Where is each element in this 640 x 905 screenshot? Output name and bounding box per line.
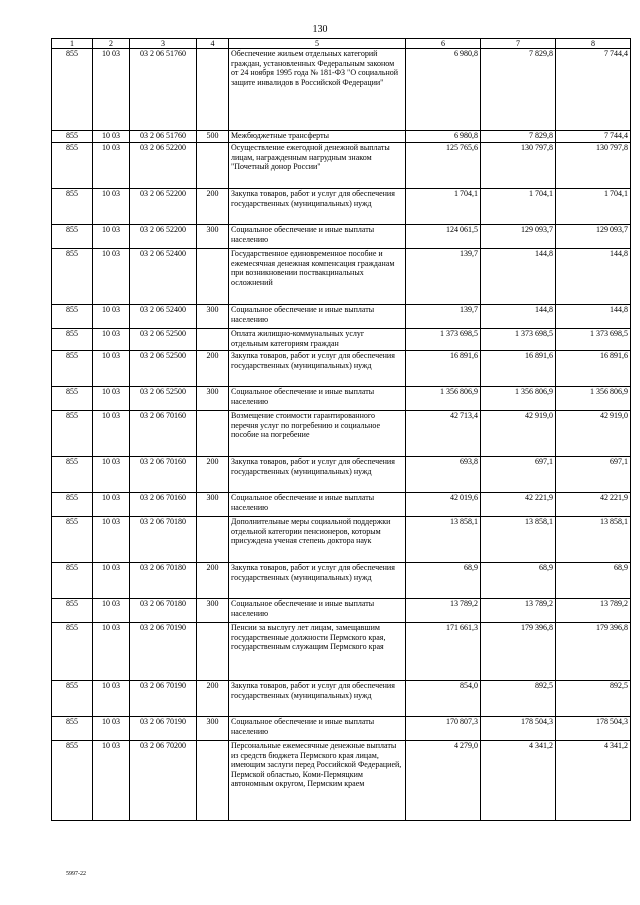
table-row — [52, 623, 631, 681]
column-header: 7 — [481, 39, 556, 49]
amount-col-6: 139,7 — [406, 249, 481, 305]
ministry-code: 855 — [52, 599, 93, 623]
ministry-code: 855 — [52, 249, 93, 305]
amount-col-7: 179 396,8 — [481, 623, 556, 681]
target-article-code: 03 2 06 52400 — [130, 305, 197, 329]
section-code: 10 03 — [93, 329, 130, 351]
section-code: 10 03 — [93, 189, 130, 225]
ministry-code: 855 — [52, 189, 93, 225]
ministry-code: 855 — [52, 351, 93, 387]
amount-col-8: 13 789,2 — [556, 599, 631, 623]
amount-col-8: 1 373 698,5 — [556, 329, 631, 351]
ministry-code: 855 — [52, 681, 93, 717]
item-description: Пенсии за выслугу лет лицам, замещавшим государственные должности Пермского края, государственным служащим Пермского края — [229, 623, 406, 681]
item-description: Возмещение стоимости гарантированного перечня услуг по погребению и социальное пособие на погребение — [229, 411, 406, 457]
amount-col-6: 1 356 806,9 — [406, 387, 481, 411]
amount-col-6: 6 980,8 — [406, 49, 481, 131]
section-code: 10 03 — [93, 249, 130, 305]
expense-type-code — [197, 329, 229, 351]
column-header: 2 — [93, 39, 130, 49]
amount-col-6: 16 891,6 — [406, 351, 481, 387]
target-article-code: 03 2 06 52200 — [130, 189, 197, 225]
amount-col-8: 42 919,0 — [556, 411, 631, 457]
amount-col-8: 42 221,9 — [556, 493, 631, 517]
column-header: 5 — [229, 39, 406, 49]
target-article-code: 03 2 06 70160 — [130, 457, 197, 493]
amount-col-7: 7 829,8 — [481, 131, 556, 143]
amount-col-7: 1 356 806,9 — [481, 387, 556, 411]
column-header: 1 — [52, 39, 93, 49]
amount-col-6: 171 661,3 — [406, 623, 481, 681]
item-description: Персональные ежемесячные денежные выплаты из средств бюджета Пермского края лицам, имеющим заслуги перед Российской Федерацией, Пермской областью, Коми-Пермяцким автономным округом, Пермским краем — [229, 741, 406, 821]
target-article-code: 03 2 06 51760 — [130, 49, 197, 131]
ministry-code: 855 — [52, 329, 93, 351]
table-row — [52, 717, 631, 741]
target-article-code: 03 2 06 52400 — [130, 249, 197, 305]
amount-col-6: 1 704,1 — [406, 189, 481, 225]
ministry-code: 855 — [52, 387, 93, 411]
table-row — [52, 599, 631, 623]
table-row — [52, 351, 631, 387]
item-description: Закупка товаров, работ и услуг для обеспечения государственных (муниципальных) нужд — [229, 351, 406, 387]
expense-type-code: 200 — [197, 189, 229, 225]
item-description: Социальное обеспечение и иные выплаты населению — [229, 493, 406, 517]
ministry-code: 855 — [52, 225, 93, 249]
amount-col-6: 6 980,8 — [406, 131, 481, 143]
table-row — [52, 189, 631, 225]
target-article-code: 03 2 06 70190 — [130, 717, 197, 741]
expense-type-code: 300 — [197, 225, 229, 249]
ministry-code: 855 — [52, 493, 93, 517]
amount-col-8: 13 858,1 — [556, 517, 631, 563]
amount-col-6: 1 373 698,5 — [406, 329, 481, 351]
section-code: 10 03 — [93, 563, 130, 599]
ministry-code: 855 — [52, 563, 93, 599]
amount-col-8: 892,5 — [556, 681, 631, 717]
item-description: Социальное обеспечение и иные выплаты населению — [229, 599, 406, 623]
expense-type-code — [197, 411, 229, 457]
ministry-code: 855 — [52, 411, 93, 457]
expense-type-code: 200 — [197, 351, 229, 387]
item-description: Социальное обеспечение и иные выплаты населению — [229, 387, 406, 411]
amount-col-7: 892,5 — [481, 681, 556, 717]
amount-col-8: 68,9 — [556, 563, 631, 599]
table-row — [52, 457, 631, 493]
expense-type-code: 200 — [197, 563, 229, 599]
section-code: 10 03 — [93, 49, 130, 131]
table-row — [52, 49, 631, 131]
amount-col-6: 68,9 — [406, 563, 481, 599]
section-code: 10 03 — [93, 717, 130, 741]
column-header-row — [52, 39, 631, 49]
expense-type-code: 300 — [197, 717, 229, 741]
amount-col-6: 42 713,4 — [406, 411, 481, 457]
amount-col-7: 697,1 — [481, 457, 556, 493]
expense-type-code: 300 — [197, 493, 229, 517]
expense-type-code — [197, 623, 229, 681]
amount-col-8: 7 744,4 — [556, 131, 631, 143]
amount-col-7: 42 919,0 — [481, 411, 556, 457]
table-row — [52, 249, 631, 305]
section-code: 10 03 — [93, 131, 130, 143]
table-row — [52, 329, 631, 351]
ministry-code: 855 — [52, 305, 93, 329]
table-row — [52, 493, 631, 517]
amount-col-8: 697,1 — [556, 457, 631, 493]
target-article-code: 03 2 06 52200 — [130, 225, 197, 249]
ministry-code: 855 — [52, 623, 93, 681]
section-code: 10 03 — [93, 599, 130, 623]
item-description: Закупка товаров, работ и услуг для обеспечения государственных (муниципальных) нужд — [229, 681, 406, 717]
expense-type-code — [197, 49, 229, 131]
ministry-code: 855 — [52, 131, 93, 143]
item-description: Социальное обеспечение и иные выплаты населению — [229, 225, 406, 249]
ministry-code: 855 — [52, 457, 93, 493]
amount-col-8: 4 341,2 — [556, 741, 631, 821]
amount-col-6: 693,8 — [406, 457, 481, 493]
amount-col-7: 178 504,3 — [481, 717, 556, 741]
amount-col-8: 130 797,8 — [556, 143, 631, 189]
table-row — [52, 563, 631, 599]
amount-col-8: 1 356 806,9 — [556, 387, 631, 411]
item-description: Оплата жилищно-коммунальных услуг отдельным категориям граждан — [229, 329, 406, 351]
item-description: Дополнительные меры социальной поддержки отдельной категории пенсионеров, которым присуждена ученая степень доктора наук — [229, 517, 406, 563]
section-code: 10 03 — [93, 493, 130, 517]
target-article-code: 03 2 06 70180 — [130, 563, 197, 599]
amount-col-8: 129 093,7 — [556, 225, 631, 249]
item-description: Обеспечение жильем отдельных категорий граждан, установленных Федеральным законом от 24 ноября 1995 года № 181-ФЗ "О социальной защите инвалидов в Российской Федерации" — [229, 49, 406, 131]
expense-type-code: 300 — [197, 387, 229, 411]
expense-type-code — [197, 517, 229, 563]
target-article-code: 03 2 06 52500 — [130, 351, 197, 387]
amount-col-7: 7 829,8 — [481, 49, 556, 131]
table-row — [52, 411, 631, 457]
item-description: Государственное единовременное пособие и ежемесячная денежная компенсация гражданам при возникновении поствакцинальных осложнений — [229, 249, 406, 305]
section-code: 10 03 — [93, 305, 130, 329]
amount-col-7: 42 221,9 — [481, 493, 556, 517]
amount-col-8: 178 504,3 — [556, 717, 631, 741]
document-code: 5997-22 — [66, 871, 86, 877]
section-code: 10 03 — [93, 387, 130, 411]
amount-col-6: 125 765,6 — [406, 143, 481, 189]
expense-type-code: 200 — [197, 681, 229, 717]
expense-type-code: 500 — [197, 131, 229, 143]
target-article-code: 03 2 06 52200 — [130, 143, 197, 189]
table-row — [52, 741, 631, 821]
table-row — [52, 305, 631, 329]
item-description: Межбюджетные трансферты — [229, 131, 406, 143]
target-article-code: 03 2 06 70180 — [130, 517, 197, 563]
target-article-code: 03 2 06 70190 — [130, 681, 197, 717]
section-code: 10 03 — [93, 411, 130, 457]
amount-col-7: 1 373 698,5 — [481, 329, 556, 351]
item-description: Закупка товаров, работ и услуг для обеспечения государственных (муниципальных) нужд — [229, 457, 406, 493]
amount-col-6: 170 807,3 — [406, 717, 481, 741]
amount-col-8: 16 891,6 — [556, 351, 631, 387]
target-article-code: 03 2 06 52500 — [130, 329, 197, 351]
table-row — [52, 517, 631, 563]
column-header: 6 — [406, 39, 481, 49]
amount-col-6: 13 789,2 — [406, 599, 481, 623]
section-code: 10 03 — [93, 143, 130, 189]
section-code: 10 03 — [93, 741, 130, 821]
amount-col-7: 144,8 — [481, 305, 556, 329]
ministry-code: 855 — [52, 741, 93, 821]
target-article-code: 03 2 06 70160 — [130, 493, 197, 517]
amount-col-6: 124 061,5 — [406, 225, 481, 249]
expense-type-code — [197, 249, 229, 305]
page-number: 130 — [312, 24, 328, 35]
column-header: 3 — [130, 39, 197, 49]
section-code: 10 03 — [93, 517, 130, 563]
amount-col-6: 854,0 — [406, 681, 481, 717]
amount-col-7: 130 797,8 — [481, 143, 556, 189]
amount-col-8: 1 704,1 — [556, 189, 631, 225]
target-article-code: 03 2 06 70180 — [130, 599, 197, 623]
ministry-code: 855 — [52, 49, 93, 131]
section-code: 10 03 — [93, 351, 130, 387]
budget-table — [51, 38, 631, 821]
section-code: 10 03 — [93, 681, 130, 717]
amount-col-7: 68,9 — [481, 563, 556, 599]
amount-col-7: 13 858,1 — [481, 517, 556, 563]
table-row — [52, 681, 631, 717]
target-article-code: 03 2 06 70160 — [130, 411, 197, 457]
expense-type-code: 300 — [197, 599, 229, 623]
amount-col-7: 1 704,1 — [481, 189, 556, 225]
target-article-code: 03 2 06 70200 — [130, 741, 197, 821]
amount-col-6: 4 279,0 — [406, 741, 481, 821]
expense-type-code — [197, 143, 229, 189]
ministry-code: 855 — [52, 143, 93, 189]
target-article-code: 03 2 06 51760 — [130, 131, 197, 143]
item-description: Закупка товаров, работ и услуг для обеспечения государственных (муниципальных) нужд — [229, 189, 406, 225]
item-description: Социальное обеспечение и иные выплаты населению — [229, 305, 406, 329]
amount-col-7: 16 891,6 — [481, 351, 556, 387]
ministry-code: 855 — [52, 517, 93, 563]
amount-col-8: 144,8 — [556, 249, 631, 305]
amount-col-7: 13 789,2 — [481, 599, 556, 623]
target-article-code: 03 2 06 52500 — [130, 387, 197, 411]
table-row — [52, 143, 631, 189]
expense-type-code — [197, 741, 229, 821]
expense-type-code: 200 — [197, 457, 229, 493]
table-row — [52, 131, 631, 143]
section-code: 10 03 — [93, 225, 130, 249]
amount-col-8: 179 396,8 — [556, 623, 631, 681]
amount-col-6: 139,7 — [406, 305, 481, 329]
table-row — [52, 387, 631, 411]
table-row — [52, 225, 631, 249]
column-header: 8 — [556, 39, 631, 49]
target-article-code: 03 2 06 70190 — [130, 623, 197, 681]
section-code: 10 03 — [93, 457, 130, 493]
amount-col-8: 7 744,4 — [556, 49, 631, 131]
item-description: Закупка товаров, работ и услуг для обеспечения государственных (муниципальных) нужд — [229, 563, 406, 599]
item-description: Осуществление ежегодной денежной выплаты лицам, награжденным нагрудным знаком "Почетный донор России" — [229, 143, 406, 189]
item-description: Социальное обеспечение и иные выплаты населению — [229, 717, 406, 741]
section-code: 10 03 — [93, 623, 130, 681]
amount-col-6: 42 019,6 — [406, 493, 481, 517]
amount-col-7: 129 093,7 — [481, 225, 556, 249]
amount-col-6: 13 858,1 — [406, 517, 481, 563]
ministry-code: 855 — [52, 717, 93, 741]
amount-col-7: 4 341,2 — [481, 741, 556, 821]
amount-col-8: 144,8 — [556, 305, 631, 329]
expense-type-code: 300 — [197, 305, 229, 329]
column-header: 4 — [197, 39, 229, 49]
amount-col-7: 144,8 — [481, 249, 556, 305]
